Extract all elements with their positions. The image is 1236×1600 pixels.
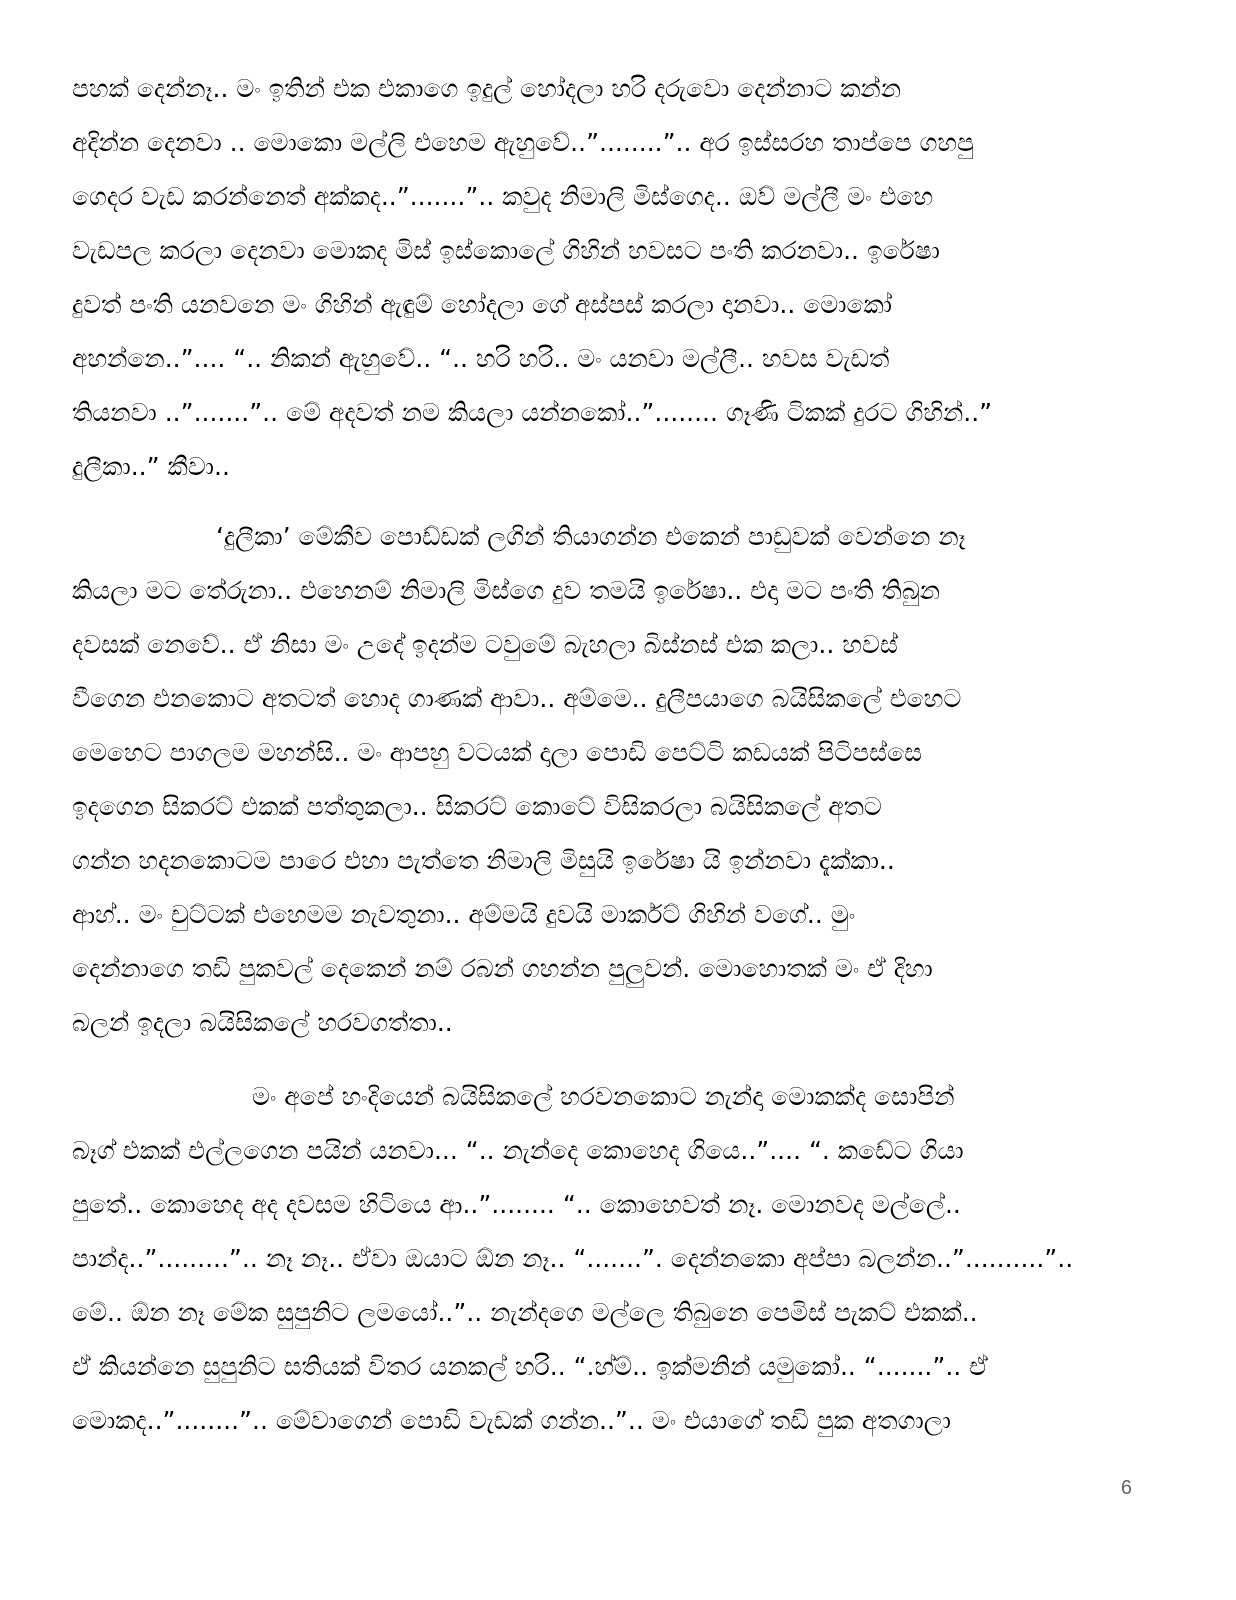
text-line: ආහ්.. මං චුට්ටක් එහෙමම නැවතුනා.. අම්මයි දුවයි මාර්කට් ගිහින් වගේ.. මුං xyxy=(72,900,856,929)
text-line: බලන් ඉදලා බයිසිකලේ හරවගත්තා.. xyxy=(72,1008,453,1037)
text-line: ගෙදර වැඩ කරන්නෙත් අක්කද..”.......”.. කවුද නිමාලි මිස්ගෙද.. ඔව් මල්ලී මං එහෙ xyxy=(72,182,934,211)
text-line: මෙහෙට පාගලම මහන්සි.. මං ආපහු වටයක් දාලා පොඩි පෙට්ටි කඩයක් පිටිපස්සෙ xyxy=(72,738,923,767)
text-line: දුලීකා..” කීවා.. xyxy=(72,452,230,481)
text-line: කියලා මට තේරුනා.. එහෙනම් නිමාලි මිස්ගෙ දුව තමයි ඉරේෂා.. එදා මට පංති තිබුන xyxy=(72,576,941,605)
text-line: ‘දුලීකා’ මේකීව පොඩ්ඩක් ලගින් තියාගන්න එකෙන් පාඩුවක් වෙන්නෙ නෑ xyxy=(216,522,966,551)
text-line: බෑග් එකක් එල්ලගෙන පයින් යනවා... “.. නැන්දෙ කොහෙද ගියෙ..”.... “. කඩේට ගියා xyxy=(72,1136,964,1165)
text-line: වීගෙන එනකොට අතටත් හොද ගාණක් ආවා.. අම්මෙ.. දුලීපයාගෙ බයිසිකලේ එහෙට xyxy=(72,684,962,713)
text-line: දෙන්නාගෙ තඩි පුකවල් දෙකෙන් නම් රබන් ගහන්න පුලුවන්. මොහොතක් මං ඒ දිහා xyxy=(72,954,933,983)
text-line: පහක් දෙන්නෑ.. මං ඉතින් එක එකාගෙ ඉදුල් හෝදලා හරි දරුවො දෙන්නාට කන්න xyxy=(72,74,902,103)
page-number: 6 xyxy=(1120,1477,1132,1499)
text-line: මේ.. ඕන නෑ මේක සුපුනිට ලමයෝ..”.. නැන්දගෙ මල්ලෙ තිබුනෙ පෙමිස් පැකට් එකක්.. xyxy=(72,1298,978,1327)
text-line: පාන්ද..”.........”.. නෑ නෑ.. ඒවා ඔයාට ඕන නෑ.. “.......”. දෙන්නකො අප්පා බලන්න..”..........”.. xyxy=(72,1244,1074,1273)
text-line: අදින්න දෙනවා .. මොකො මල්ලි එහෙම ඇහුවේ..”........”.. අර ඉස්සරහ තාප්පෙ ගහපු xyxy=(72,128,974,157)
text-line: දවසක් නෙවේ.. ඒ නිසා මං උදේ ඉදන්ම ටවුමේ බැහලා බිස්නස් එක කලා.. හවස් xyxy=(72,630,898,659)
text-line: අහන්නෙ..”.... “.. නිකන් ඇහුවේ.. “.. හරි හරි.. මං යනවා මල්ලී.. හවස වැඩත් xyxy=(72,344,890,373)
text-line: මං අපේ හංදියෙන් බයිසිකලේ හරවනකොට නැන්දා මොකක්ද සොපින් xyxy=(252,1082,955,1111)
text-line: ඉදගෙන සිකරට් එකක් පත්තුකලා.. සිකරට් කොටේ විසිකරලා බයිසිකලේ අතට xyxy=(72,792,882,821)
text-line: ගන්න හදනකොටම පාරෙ එහා පැත්තෙ නිමාලි මිසුයි ඉරේෂා යි ඉන්නවා දැක්කා.. xyxy=(72,846,895,875)
text-line: මොකද..”........”.. මේවාගෙන් පොඩි වැඩක් ගන්න..”.. මං එයාගේ තඩි පුක අතගාලා xyxy=(72,1406,952,1435)
text-line: පුතේ.. කොහෙද අද දවසම හිටියෙ ආ..”........ “.. කොහෙවත් නෑ. මොනවද මල්ලේ.. xyxy=(72,1190,961,1219)
text-line: දුවත් පංති යනවනෙ මං ගිහින් ඇඳුම් හෝදලා ගේ අස්පස් කරලා දානවා.. මොකෝ xyxy=(72,290,893,319)
text-line: තියනවා ..”.......”.. මේ අදවත් නම කියලා යන්නකෝ..”........ ගෑණි ටිකක් දුරට ගිහින්..” xyxy=(72,398,993,427)
text-line: වැඩපල කරලා දෙනවා මොකද මිස් ඉස්කොලේ ගිහින් හවසට පංති කරනවා.. ඉරේෂා xyxy=(72,236,940,265)
text-line: ඒ කියන්නෙ සුපුනිට සතියක් විතර යනකල් හරි.. “.හ්ම්.. ඉක්මනින් යමුකෝ.. “.......”.. ඒ xyxy=(72,1352,988,1381)
